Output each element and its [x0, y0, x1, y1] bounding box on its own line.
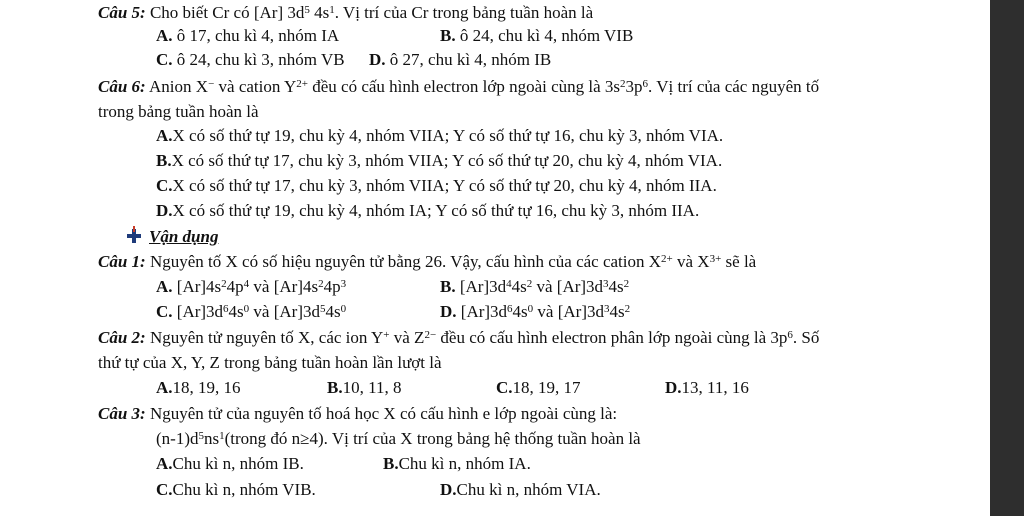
question-label: Câu 3: — [98, 404, 146, 423]
question-2-option-d: D.13, 11, 16 — [665, 378, 749, 397]
question-2-option-c: C.18, 19, 17 — [496, 378, 581, 397]
question-5-option-c: C. ô 24, chu kì 3, nhóm VB — [156, 50, 345, 69]
question-3-option-c: C.Chu kì n, nhóm VIB. — [156, 480, 316, 499]
question-3-option-a: A.Chu kì n, nhóm IB. — [156, 454, 304, 473]
question-label: Câu 2: — [98, 328, 146, 347]
question-1-option-b: B. $[Ar]3d^44s^2$ và $[Ar]3d^34s^2$ — [440, 277, 630, 296]
question-5-option-a: A. ô 17, chu kì 4, nhóm IA — [156, 26, 340, 45]
question-1-option-a: A. $[Ar]4s^24p^4$ và $[Ar]4s^24p^3$ — [156, 277, 347, 296]
question-5-option-b: B. ô 24, chu kì 4, nhóm VIB — [440, 26, 634, 45]
question-3-option-b: B.Chu kì n, nhóm IA. — [383, 454, 531, 473]
question-label: Câu 5: — [98, 3, 146, 22]
question-6-option-b: B.X có số thứ tự 17, chu kỳ 3, nhóm VIIA; Y có số thứ tự 20, chu kỳ 4, nhóm VIA. — [156, 151, 723, 170]
section-heading — [127, 227, 218, 247]
question-1-option-d: D. $[Ar]3d^64s^0$ và $[Ar]3d^34s^2$ — [440, 302, 631, 321]
question-6-option-d: D.X có số thứ tự 19, chu kỳ 4, nhóm IA; Y có số thứ tự 16, chu kỳ 3, nhóm IIA. — [156, 201, 700, 220]
question-6-stem: Câu 6: Anion X− và cation $Y^{2+}$ đều có cấu hình electron lớp ngoài cùng là $3s^23p^6$. Vị trí của các nguyên tố — [98, 77, 820, 96]
question-2-stem-continued: thứ tự của X, Y, Z trong bảng tuần hoàn lần lượt là — [98, 353, 442, 372]
question-1-option-c: C. $[Ar]3d^64s^0$ và $[Ar]3d^54s^0$ — [156, 302, 347, 321]
right-margin — [990, 0, 1024, 516]
question-6-option-c: C.X có số thứ tự 17, chu kỳ 3, nhóm VIIA; Y có số thứ tự 20, chu kỳ 4, nhóm IIA. — [156, 176, 717, 195]
plus-bullet-icon — [127, 229, 141, 243]
question-6-stem-continued: trong bảng tuần hoàn là — [98, 102, 259, 121]
question-3-stem: Câu 3: Nguyên tử của nguyên tố hoá học X có cấu hình e lớp ngoài cùng là: — [98, 404, 618, 423]
question-2-option-a: A.18, 19, 16 — [156, 378, 241, 397]
question-5-option-d: D. ô 27, chu kì 4, nhóm IB — [369, 50, 552, 69]
question-3-stem-continued: $(n-1)d^5ns^1(trong$ đó n≥4). Vị trí của X trong bảng hệ thống tuần hoàn là — [156, 429, 641, 448]
question-1-stem: Câu 1: Nguyên tố X có số hiệu nguyên tử bằng 26. Vậy, cấu hình của các cation $X^{2+}$ và $X^{3+}$ sẽ là — [98, 252, 757, 271]
section-title: Vận dụng — [149, 227, 219, 246]
question-2-option-b: B.10, 11, 8 — [327, 378, 402, 397]
question-label: Câu 6: — [98, 77, 146, 96]
left-margin — [0, 0, 86, 516]
question-3-option-d: D.Chu kì n, nhóm VIA. — [440, 480, 601, 499]
question-6-option-a: A.X có số thứ tự 19, chu kỳ 4, nhóm VIIA; Y có số thứ tự 16, chu kỳ 3, nhóm VIA. — [156, 126, 724, 145]
question-label: Câu 1: — [98, 252, 146, 271]
question-5-stem: Câu 5: Cho biết Cr có [Ar] $3d^5$ $4s^1$. Vị trí của Cr trong bảng tuần hoàn là — [98, 3, 594, 22]
question-2-stem: Câu 2: Nguyên tử nguyên tố X, các ion Y+ và $Z^{2-}$ đều có cấu hình electron phân lớp ngoài cùng là $3p^6$. Số — [98, 328, 820, 347]
